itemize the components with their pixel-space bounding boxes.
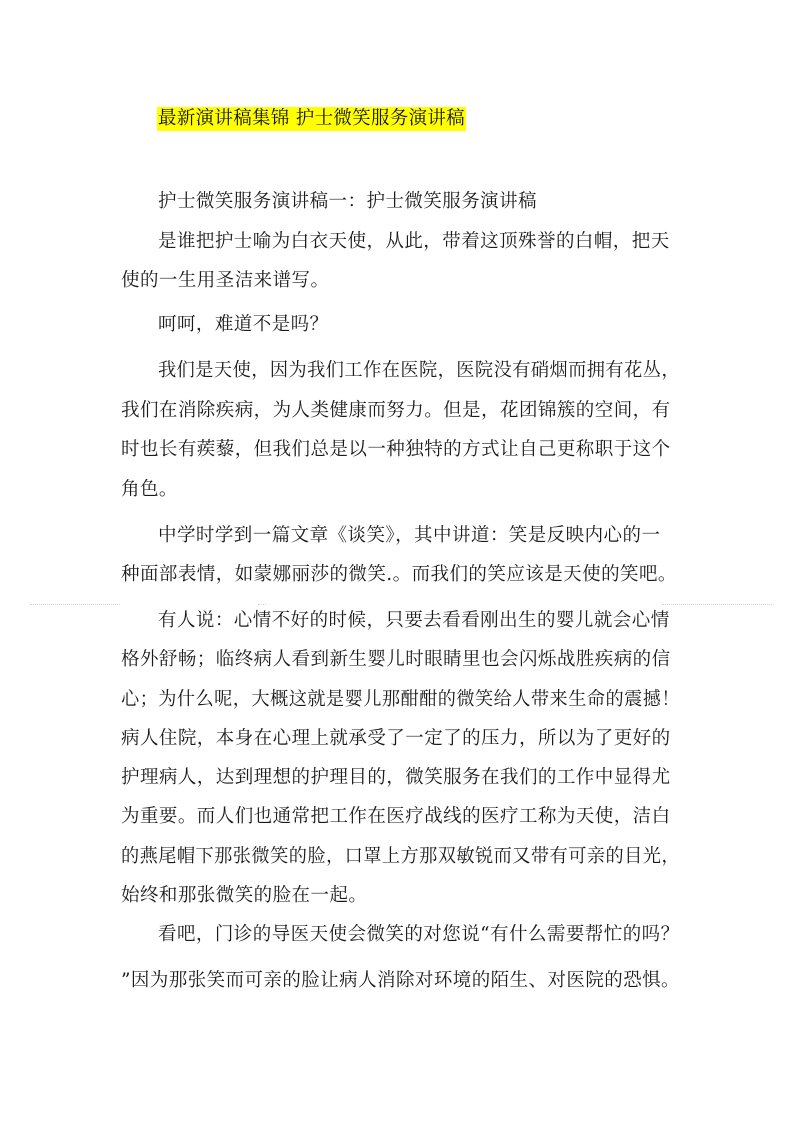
paragraph-line: 我们在消除疾病，为人类健康而努力。但是，花团锦簇的空间，有 [121, 400, 671, 421]
paragraph-line: 看吧，门诊的导医天使会微笑的对您说“有什么需要帮忙的吗？ [158, 924, 680, 945]
paragraph-line: 病人住院，本身在心理上就承受了一定了的压力，所以为了更好的 [121, 728, 671, 749]
paragraph-line: 是谁把护士喻为白衣天使，从此，带着这顶殊誉的白帽，把天 [158, 231, 670, 252]
paragraph-line: 心；为什么呢，大概这就是婴儿那酣酣的微笑给人带来生命的震撼！ [121, 689, 680, 710]
paragraph-line: 格外舒畅；临终病人看到新生婴儿时眼睛里也会闪烁战胜疾病的信 [121, 649, 671, 670]
paragraph-line: 护士微笑服务演讲稿一：护士微笑服务演讲稿 [158, 191, 538, 212]
paragraph-line: ”因为那张笑而可亲的脸让病人消除对环境的陌生、对医院的恐惧。 [121, 970, 680, 991]
paragraph-line: 种面部表情，如蒙娜丽莎的微笑.。而我们的笑应该是天使的笑吧。 [121, 564, 677, 585]
page-break-separator-center [258, 604, 266, 605]
paragraph-line: 呵呵，难道不是吗？ [158, 314, 329, 335]
page-break-separator-right [662, 604, 772, 605]
paragraph-line: 为重要。而人们也通常把工作在医疗战线的医疗工称为天使，洁白 [121, 806, 671, 827]
paragraph-line: 使的一生用圣洁来谱写。 [121, 270, 330, 291]
paragraph-line: 时也长有蒺藜，但我们总是以一种独特的方式让自己更称职于这个 [121, 439, 671, 460]
paragraph-line: 我们是天使，因为我们工作在医院，医院没有硝烟而拥有花丛， [158, 360, 680, 381]
paragraph-line: 的燕尾帽下那张微笑的脸，口罩上方那双敏锐而又带有可亲的目光， [121, 846, 680, 867]
page-break-separator-left [30, 604, 120, 605]
paragraph-line: 有人说：心情不好的时候，只要去看看刚出生的婴儿就会心情 [158, 610, 670, 631]
paragraph-line: 中学时学到一篇文章《谈笑》，其中讲道：笑是反映内心的一 [158, 525, 661, 546]
paragraph-line: 护理病人，达到理想的护理目的，微笑服务在我们的工作中显得尤 [121, 767, 671, 788]
paragraph-line: 角色。 [121, 479, 178, 500]
document-title: 最新演讲稿集锦 护士微笑服务演讲稿 [158, 108, 465, 129]
paragraph-line: 始终和那张微笑的脸在一起。 [121, 885, 368, 906]
